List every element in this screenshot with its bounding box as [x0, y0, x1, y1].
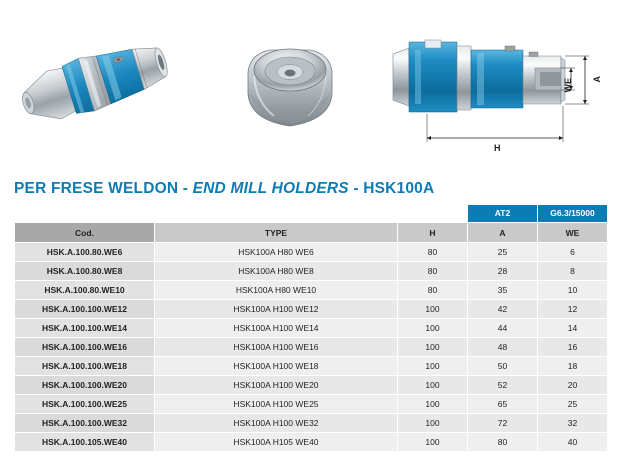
- cell-a: 80: [468, 433, 538, 452]
- cell-a: 25: [468, 243, 538, 262]
- table-row[interactable]: [15, 338, 608, 357]
- dimension-label-a: A: [592, 76, 602, 83]
- badge-spacer-3: [398, 205, 468, 223]
- cell-h: 80: [398, 262, 468, 281]
- cell-we: 18: [538, 357, 608, 376]
- cell-a: 42: [468, 300, 538, 319]
- title-part-3: HSK100A: [363, 180, 435, 197]
- specification-table: [14, 204, 608, 452]
- cell-we: 6: [538, 243, 608, 262]
- product-illustrations: [0, 0, 621, 172]
- table-row[interactable]: [15, 300, 608, 319]
- table-header-row: [15, 223, 608, 243]
- cell-we: 20: [538, 376, 608, 395]
- cell-cod: HSK.A.100.100.WE18: [15, 357, 155, 376]
- table-row[interactable]: [15, 395, 608, 414]
- cell-type: HSK100A H80 WE6: [155, 243, 398, 262]
- cell-cod: HSK.A.100.100.WE32: [15, 414, 155, 433]
- cell-cod: HSK.A.100.100.WE20: [15, 376, 155, 395]
- cell-h: 100: [398, 300, 468, 319]
- table-row[interactable]: [15, 262, 608, 281]
- cell-h: 100: [398, 357, 468, 376]
- dimension-label-we: WE: [563, 78, 573, 93]
- cell-we: 14: [538, 319, 608, 338]
- cell-a: 28: [468, 262, 538, 281]
- cell-cod: HSK.A.100.80.WE8: [15, 262, 155, 281]
- table-row[interactable]: [15, 281, 608, 300]
- cell-a: 72: [468, 414, 538, 433]
- cell-type: HSK100A H100 WE18: [155, 357, 398, 376]
- cell-cod: HSK.A.100.80.WE6: [15, 243, 155, 262]
- title-part-2: END MILL HOLDERS: [192, 180, 349, 197]
- table-badge-row: [15, 205, 608, 223]
- cell-type: HSK100A H100 WE32: [155, 414, 398, 433]
- badge-at2: AT2: [468, 205, 538, 223]
- cell-a: 50: [468, 357, 538, 376]
- cell-h: 100: [398, 319, 468, 338]
- cell-type: HSK100A H100 WE20: [155, 376, 398, 395]
- cell-h: 100: [398, 376, 468, 395]
- table-row[interactable]: [15, 433, 608, 452]
- column-header-we: WE: [538, 223, 608, 243]
- table-row[interactable]: [15, 243, 608, 262]
- cell-we: 10: [538, 281, 608, 300]
- cell-we: 12: [538, 300, 608, 319]
- cell-we: 25: [538, 395, 608, 414]
- cell-a: 35: [468, 281, 538, 300]
- table-row[interactable]: [15, 319, 608, 338]
- cell-we: 8: [538, 262, 608, 281]
- badge-spacer-2: [155, 205, 398, 223]
- column-header-h: H: [398, 223, 468, 243]
- table-row[interactable]: [15, 376, 608, 395]
- cell-h: 100: [398, 338, 468, 357]
- cell-a: 52: [468, 376, 538, 395]
- cell-h: 100: [398, 433, 468, 452]
- cell-type: HSK100A H100 WE12: [155, 300, 398, 319]
- title-dash-2: -: [348, 180, 364, 197]
- column-header-type: TYPE: [155, 223, 398, 243]
- cell-we: 40: [538, 433, 608, 452]
- table-row[interactable]: [15, 357, 608, 376]
- cell-a: 65: [468, 395, 538, 414]
- cell-a: 44: [468, 319, 538, 338]
- cell-h: 100: [398, 414, 468, 433]
- cell-cod: HSK.A.100.100.WE14: [15, 319, 155, 338]
- cell-type: HSK100A H105 WE40: [155, 433, 398, 452]
- section-title: [0, 172, 621, 204]
- column-header-cod: Cod.: [15, 223, 155, 243]
- cell-type: HSK100A H80 WE10: [155, 281, 398, 300]
- cell-we: 16: [538, 338, 608, 357]
- cell-h: 80: [398, 281, 468, 300]
- badge-spacer-1: [15, 205, 155, 223]
- dimension-label-h: H: [494, 143, 501, 153]
- cell-type: HSK100A H100 WE25: [155, 395, 398, 414]
- cell-cod: HSK.A.100.80.WE10: [15, 281, 155, 300]
- column-header-a: A: [468, 223, 538, 243]
- cell-cod: HSK.A.100.100.WE25: [15, 395, 155, 414]
- cell-type: HSK100A H100 WE14: [155, 319, 398, 338]
- title-dash-1: -: [178, 180, 193, 197]
- cell-a: 48: [468, 338, 538, 357]
- front-face-view: [240, 42, 340, 134]
- cell-cod: HSK.A.100.105.WE40: [15, 433, 155, 452]
- cell-h: 100: [398, 395, 468, 414]
- cell-h: 80: [398, 243, 468, 262]
- table-row[interactable]: [15, 414, 608, 433]
- cell-cod: HSK.A.100.100.WE12: [15, 300, 155, 319]
- title-part-1: PER FRESE WELDON: [14, 180, 179, 197]
- cell-we: 32: [538, 414, 608, 433]
- cell-type: HSK100A H100 WE16: [155, 338, 398, 357]
- badge-balancing: G6.3/15000: [538, 205, 608, 223]
- cell-type: HSK100A H80 WE8: [155, 262, 398, 281]
- isometric-holder-view: [14, 34, 189, 142]
- cell-cod: HSK.A.100.100.WE16: [15, 338, 155, 357]
